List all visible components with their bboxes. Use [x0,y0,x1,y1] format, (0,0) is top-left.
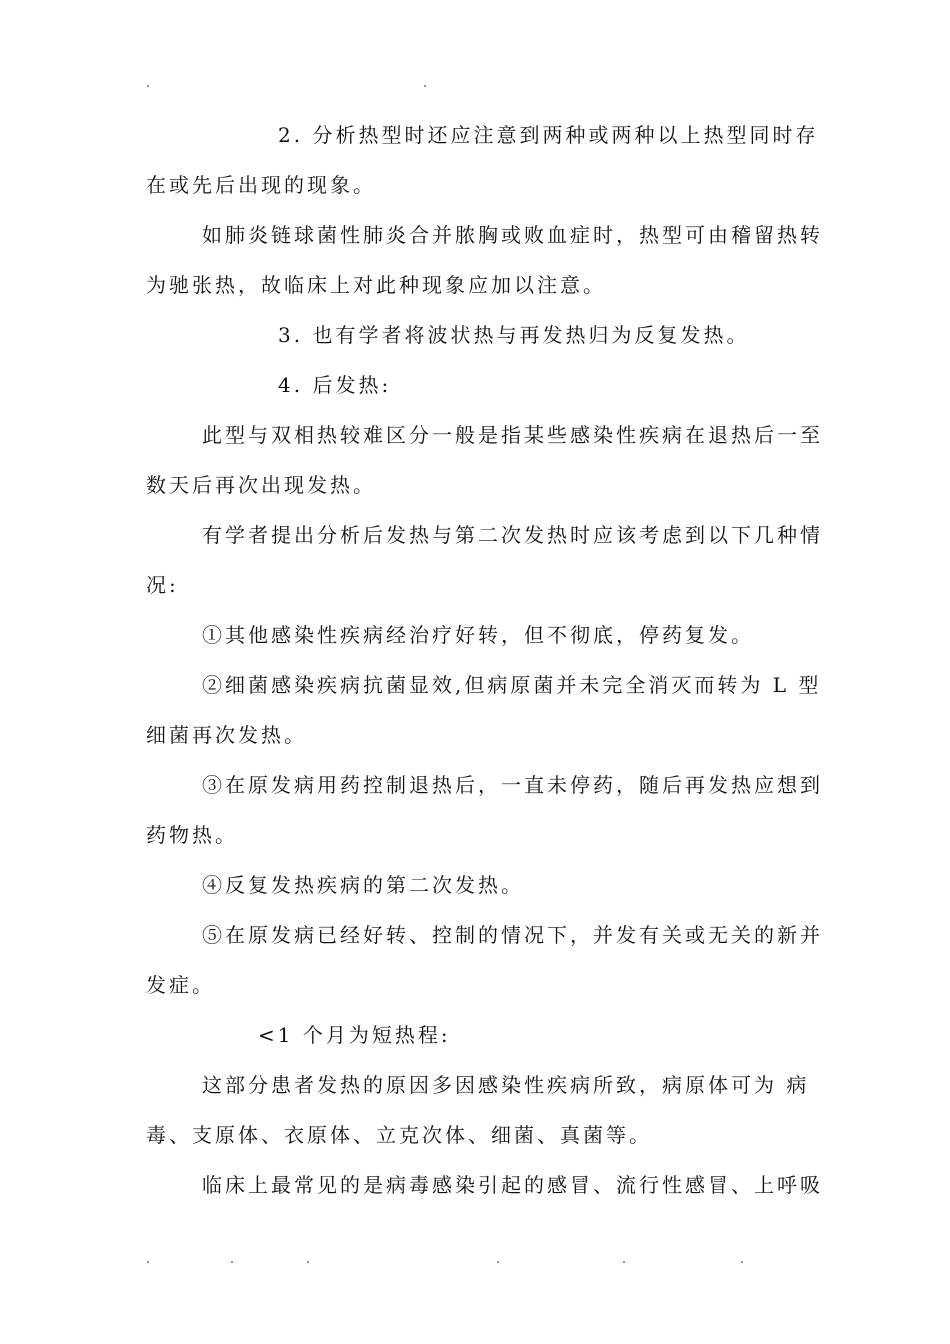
paragraph-line: 此型与双相热较难区分一般是指某些感染性疾病在退热后一至 [202,423,823,447]
header-dot-left [147,85,149,87]
list-item: ⑤在原发病已经好转、控制的情况下，并发有关或无关的新并 [202,923,823,947]
paragraph-line: 2. 分析热型时还应注意到两种或两种以上热型同时存 [278,123,819,147]
paragraph-line: 这部分患者发热的原因多因感染性疾病所致，病原体可为 病 [202,1073,810,1097]
paragraph-line: 4. 后发热: [278,373,392,397]
paragraph-line: 发症。 [146,973,215,997]
list-item: ③在原发病用药控制退热后，一直未停药，随后再发热应想到 [202,773,823,797]
list-item: ④反复发热疾病的第二次发热。 [202,873,524,897]
footer-dot [741,1261,743,1263]
paragraph-line: 在或先后出现的现象。 [146,173,376,197]
paragraph-line: 毒、支原体、衣原体、立克次体、细菌、真菌等。 [146,1123,652,1147]
paragraph-line: 3. 也有学者将波状热与再发热归为反复发热。 [278,323,750,347]
list-item: ①其他感染性疾病经治疗好转，但不彻底，停药复发。 [202,623,754,647]
paragraph-line: 有学者提出分析后发热与第二次发热时应该考虑到以下几种情 [202,523,823,547]
footer-dot [147,1261,149,1263]
paragraph-line: 如肺炎链球菌性肺炎合并脓胸或败血症时，热型可由稽留热转 [202,223,823,247]
header-dot-right [424,85,426,87]
footer-dot [231,1261,233,1263]
paragraph-line: 临床上最常见的是病毒感染引起的感冒、流行性感冒、上呼吸 [202,1173,823,1197]
footer-dot [623,1261,625,1263]
section-heading: <1 个月为短热程: [258,1023,451,1047]
footer-dot [307,1261,309,1263]
paragraph-line: 药物热。 [146,823,238,847]
list-item: ②细菌感染疾病抗菌显效,但病原菌并未完全消灭而转为 L 型 [202,673,822,697]
paragraph-line: 细菌再次发热。 [146,723,307,747]
paragraph-line: 数天后再次出现发热。 [146,473,376,497]
paragraph-line: 况: [146,573,179,597]
paragraph-line: 为驰张热，故临床上对此种现象应加以注意。 [146,273,606,297]
footer-dot [497,1261,499,1263]
